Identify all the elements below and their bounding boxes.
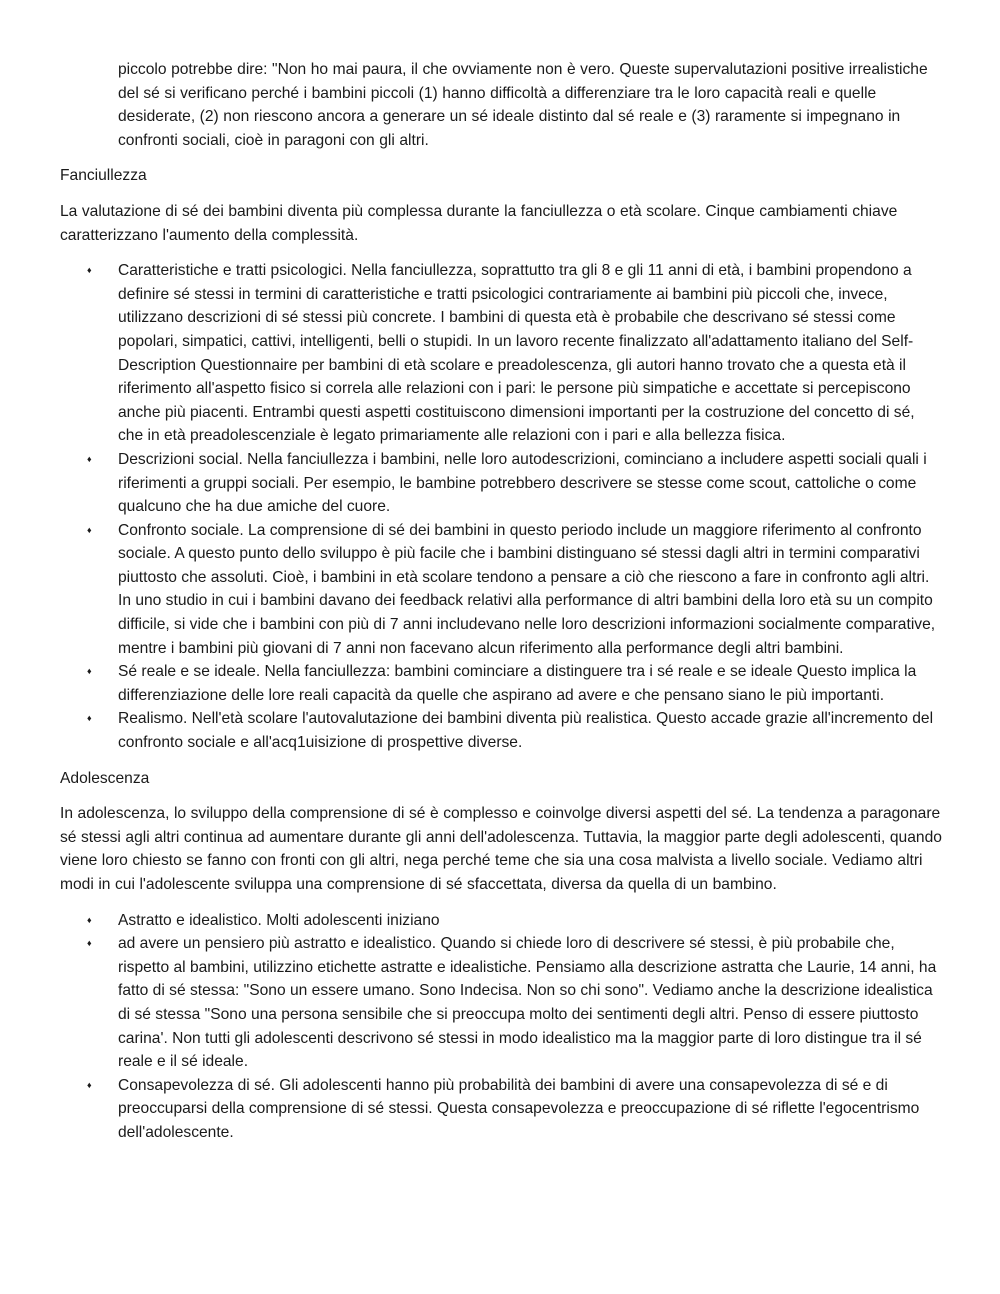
list-item bbox=[60, 909, 942, 933]
bullet-icon: ♦ bbox=[87, 265, 92, 276]
adolescence-bullet-list bbox=[60, 909, 942, 1145]
list-item-text: Sé reale e se ideale. Nella fanciullezza: bambini cominciare a distinguere tra i sé reale e se ideale Questo implica la differenziazione delle lore reali capacità da quelle che aspirano ad avere e che pensano siano le più importanti. bbox=[118, 663, 917, 704]
list-item bbox=[60, 932, 942, 1074]
list-item bbox=[60, 259, 942, 448]
bullet-icon: ♦ bbox=[87, 1079, 92, 1090]
bullet-icon: ♦ bbox=[87, 914, 92, 925]
bullet-icon: ♦ bbox=[87, 524, 92, 535]
list-item bbox=[60, 1074, 942, 1145]
list-item-text: Astratto e idealistico. Molti adolescenti iniziano bbox=[118, 911, 440, 929]
bullet-icon: ♦ bbox=[87, 938, 92, 949]
list-item bbox=[60, 707, 942, 754]
list-item-text: Consapevolezza di sé. Gli adolescenti hanno più probabilità dei bambini di avere una consapevolezza di sé e di preoccuparsi della comprensione di sé stessi. Questa consapevolezza e preoccupazione di sé riflette l'egocentrismo dell'adolescente. bbox=[118, 1076, 920, 1141]
adolescence-intro-paragraph: In adolescenza, lo sviluppo della comprensione di sé è complesso e coinvolge diversi aspetti del sé. La tendenza a paragonare sé stessi agli altri continua ad aumentare durante gli anni dell'adolescenza. Tuttavia, la maggior parte degli adolescenti, quando viene loro chiesto se fanno con fronti con gli altri, nega perché teme che sia una cosa malvista a livello sociale. Vediamo altri modi in cui l'adolescente sviluppa una comprensione di sé sfaccettata, diversa da quella di un bambino. bbox=[60, 805, 942, 893]
bullet-icon: ♦ bbox=[87, 666, 92, 677]
intro-continuation-paragraph: piccolo potrebbe dire: "Non ho mai paura, il che ovviamente non è vero. Queste supervalutazioni positive irrealistiche del sé si verificano perché i bambini piccoli (1) hanno difficoltà a differenziare tra le loro capacità reali e quelle desiderate, (2) non riescono ancora a generare un sé ideale distinto dal sé reale e (3) raramente si impegnano in confronti sociali, cioè in paragoni con gli altri. bbox=[118, 61, 928, 149]
section-heading-childhood: Fanciullezza bbox=[60, 167, 147, 185]
list-item bbox=[60, 519, 942, 661]
list-item bbox=[60, 448, 942, 519]
bullet-icon: ♦ bbox=[87, 453, 92, 464]
section-heading-adolescence: Adolescenza bbox=[60, 769, 150, 787]
list-item-text: ad avere un pensiero più astratto e idealistico. Quando si chiede loro di descrivere sé stessi, è più probabile che, rispetto al bambini, utilizzino etichette astratte e idealistiche. Pensiamo alla descrizione astratta che Laurie, 14 anni, ha fatto di sé stessa: "Sono un essere umano. Sono Indecisa. Non so chi sono". Vediamo anche la descrizione idealistica di sé stessa "Sono una persona sensibile che si preoccupa molto dei sentimenti degli altri. Penso di essere piuttosto carina'. Non tutti gli adolescenti descrivono sé stessi in modo idealistico ma la maggior parte di loro distingue tra il sé reale e il sé ideale. bbox=[118, 935, 937, 1071]
bullet-icon: ♦ bbox=[87, 713, 92, 724]
list-item bbox=[60, 660, 942, 707]
childhood-intro-paragraph: La valutazione di sé dei bambini diventa più complessa durante la fanciullezza o età scolare. Cinque cambiamenti chiave caratterizzano l'aumento della complessità. bbox=[60, 202, 898, 244]
list-item-text: Realismo. Nell'età scolare l'autovalutazione dei bambini diventa più realistica. Questo accade grazie all'incremento del confronto sociale e all'acq1uisizione di prospettive diverse. bbox=[118, 710, 934, 752]
list-item-text: Confronto sociale. La comprensione di sé dei bambini in questo periodo include un maggiore riferimento al confronto sociale. A questo punto dello sviluppo è più facile che i bambini distinguano sé stessi dagli altri in termini comparativi piuttosto che assoluti. Cioè, i bambini in età scolare tendono a pensare a ciò che riescono a fare in confronto agli altri. In uno studio in cui i bambini davano dei feedback relativi alla performance di altri bambini della loro età su un compito difficile, si vide che i bambini con più di 7 anni includevano nelle loro descrizioni informazioni socialmente comparative, mentre i bambini più giovani di 7 anni non facevano alcun riferimento alla performance degli altri bambini. bbox=[118, 521, 936, 657]
list-item-text: Descrizioni social. Nella fanciullezza i bambini, nelle loro autodescrizioni, cominciano a includere aspetti sociali quali i riferimenti a gruppi sociali. Per esempio, le bambine potrebbero descrivere se stesse come scout, cattoliche o come qualcuno che ha due amiche del cuore. bbox=[118, 450, 927, 516]
childhood-bullet-list bbox=[60, 259, 942, 754]
list-item-text: Caratteristiche e tratti psicologici. Nella fanciullezza, soprattutto tra gli 8 e gli 11 anni di età, i bambini propendono a definire sé stessi in termini di caratteristiche e tratti psicologici contrariamente ai bambini più piccoli che, invece, utilizzano descrizioni di sé stessi più concrete. I bambini di questa età è probabile che descrivano sé stessi come popolari, simpatici, cattivi, intelligenti, belli o stupidi. In un lavoro recente finalizzato all'adattamento italiano del Self-Description Questionnaire per bambini di età scolare e preadolescenza, gli autori hanno trovato che a questa età il riferimento all'aspetto fisico si correla alle relazioni con i pari: le persone più simpatiche e accettate si percepiscono anche più piacenti. Entrambi questi aspetti costituiscono dimensioni importanti per la costruzione del concetto di sé, che in età preadolescenziale è legato primariamente alle relazioni con i pari e alla bellezza fisica. bbox=[118, 262, 915, 445]
